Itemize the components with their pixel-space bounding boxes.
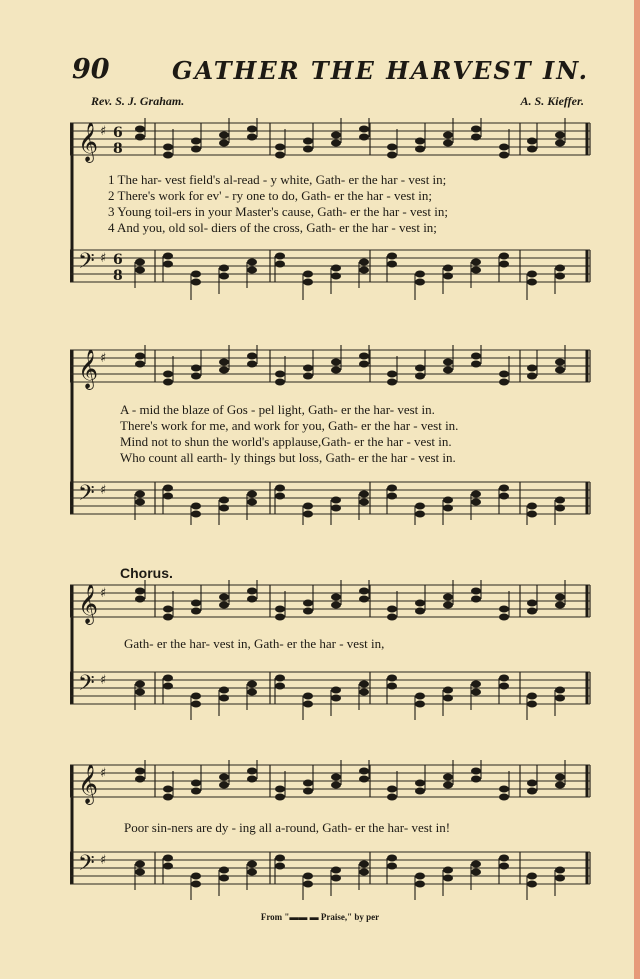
- note-head: [191, 503, 201, 510]
- note-head: [527, 503, 537, 510]
- note-head: [135, 499, 145, 506]
- note-head: [275, 253, 285, 260]
- verse2-line-3: Mind not to shun the world's applause,Gath- er the har - vest in.: [120, 434, 452, 449]
- note-head: [275, 485, 285, 492]
- note-head: [163, 485, 173, 492]
- note-head: [275, 683, 285, 690]
- note-head: [247, 259, 257, 266]
- note-head: [499, 683, 509, 690]
- note-head: [303, 780, 313, 787]
- note-head: [555, 140, 565, 147]
- note-head: [163, 379, 173, 386]
- note-head: [527, 365, 537, 372]
- verse1-line-3: 3 Young toil-ers in your Master's cause, Gath- er the har - vest in;: [108, 204, 448, 219]
- note-head: [387, 863, 397, 870]
- note-head: [331, 695, 341, 702]
- note-head: [415, 701, 425, 708]
- note-head: [499, 675, 509, 682]
- verse1-line-2: 2 There's work for ev' - ry one to do, Gath- er the har - vest in;: [108, 188, 432, 203]
- note-head: [247, 681, 257, 688]
- note-head: [499, 606, 509, 613]
- note-head: [191, 693, 201, 700]
- treble-clef-icon: 𝄞: [78, 764, 99, 804]
- note-head: [135, 126, 145, 133]
- note-head: [471, 768, 481, 775]
- note-head: [415, 881, 425, 888]
- note-head: [219, 132, 229, 139]
- note-head: [135, 491, 145, 498]
- note-head: [471, 353, 481, 360]
- note-head: [499, 144, 509, 151]
- chorus-line-1: Gath- er the har- vest in, Gath- er the har - vest in,: [124, 636, 385, 651]
- note-head: [331, 265, 341, 272]
- note-head: [191, 701, 201, 708]
- note-head: [191, 873, 201, 880]
- note-head: [387, 379, 397, 386]
- note-head: [443, 140, 453, 147]
- note-head: [135, 134, 145, 141]
- note-head: [331, 367, 341, 374]
- note-head: [275, 493, 285, 500]
- note-head: [527, 138, 537, 145]
- time-signature-top: 6: [113, 252, 123, 268]
- note-head: [163, 152, 173, 159]
- note-head: [415, 608, 425, 615]
- note-head: [219, 140, 229, 147]
- note-head: [275, 606, 285, 613]
- note-head: [443, 867, 453, 874]
- note-head: [359, 499, 369, 506]
- note-head: [499, 485, 509, 492]
- note-head: [443, 875, 453, 882]
- note-head: [443, 695, 453, 702]
- note-head: [219, 497, 229, 504]
- note-head: [555, 602, 565, 609]
- note-head: [219, 695, 229, 702]
- note-head: [359, 869, 369, 876]
- note-head: [471, 499, 481, 506]
- note-head: [443, 782, 453, 789]
- note-head: [135, 861, 145, 868]
- note-head: [499, 379, 509, 386]
- note-head: [415, 138, 425, 145]
- note-head: [555, 497, 565, 504]
- note-head: [163, 261, 173, 268]
- note-head: [135, 259, 145, 266]
- note-head: [499, 863, 509, 870]
- note-head: [359, 681, 369, 688]
- note-head: [303, 503, 313, 510]
- note-head: [471, 361, 481, 368]
- bass-clef-icon: 𝄢: [78, 851, 95, 881]
- note-head: [219, 782, 229, 789]
- note-head: [387, 786, 397, 793]
- note-head: [191, 271, 201, 278]
- note-head: [135, 267, 145, 274]
- note-head: [331, 359, 341, 366]
- note-head: [527, 873, 537, 880]
- note-head: [415, 271, 425, 278]
- note-head: [387, 253, 397, 260]
- note-head: [163, 683, 173, 690]
- note-head: [527, 271, 537, 278]
- note-head: [387, 144, 397, 151]
- note-head: [415, 279, 425, 286]
- note-head: [415, 693, 425, 700]
- note-head: [247, 596, 257, 603]
- note-head: [331, 273, 341, 280]
- page-number: 90: [72, 54, 110, 85]
- note-head: [219, 867, 229, 874]
- note-head: [135, 588, 145, 595]
- note-head: [471, 776, 481, 783]
- note-head: [527, 881, 537, 888]
- note-head: [471, 689, 481, 696]
- key-signature-sharp-icon: ♯: [100, 483, 107, 498]
- note-head: [163, 794, 173, 801]
- note-head: [387, 614, 397, 621]
- note-head: [415, 511, 425, 518]
- note-head: [163, 863, 173, 870]
- note-head: [303, 881, 313, 888]
- note-head: [359, 353, 369, 360]
- note-head: [443, 132, 453, 139]
- note-head: [219, 273, 229, 280]
- note-head: [471, 869, 481, 876]
- hymn-title: GATHER THE HARVEST IN.: [172, 56, 589, 85]
- note-head: [471, 681, 481, 688]
- note-head: [555, 265, 565, 272]
- note-head: [191, 608, 201, 615]
- note-head: [191, 788, 201, 795]
- note-head: [191, 365, 201, 372]
- note-head: [331, 875, 341, 882]
- note-head: [163, 493, 173, 500]
- note-head: [135, 681, 145, 688]
- key-signature-sharp-icon: ♯: [100, 351, 107, 366]
- note-head: [555, 774, 565, 781]
- note-head: [359, 134, 369, 141]
- note-head: [359, 259, 369, 266]
- note-head: [303, 138, 313, 145]
- note-head: [191, 279, 201, 286]
- note-head: [191, 881, 201, 888]
- note-head: [415, 373, 425, 380]
- note-head: [387, 675, 397, 682]
- note-head: [303, 701, 313, 708]
- note-head: [499, 152, 509, 159]
- note-head: [555, 132, 565, 139]
- note-head: [527, 279, 537, 286]
- note-head: [555, 695, 565, 702]
- note-head: [527, 373, 537, 380]
- note-head: [527, 511, 537, 518]
- note-head: [135, 776, 145, 783]
- note-head: [191, 146, 201, 153]
- note-head: [443, 602, 453, 609]
- note-head: [387, 794, 397, 801]
- note-head: [527, 608, 537, 615]
- note-head: [303, 608, 313, 615]
- note-head: [387, 261, 397, 268]
- note-head: [527, 780, 537, 787]
- note-head: [555, 273, 565, 280]
- key-signature-sharp-icon: ♯: [100, 586, 107, 601]
- note-head: [415, 780, 425, 787]
- note-head: [555, 687, 565, 694]
- note-head: [163, 144, 173, 151]
- note-head: [275, 144, 285, 151]
- lyricist-credit: Rev. S. J. Graham.: [91, 94, 185, 108]
- note-head: [219, 774, 229, 781]
- note-head: [331, 140, 341, 147]
- verse2-lyrics: [120, 402, 590, 466]
- chorus-line-2: Poor sin-ners are dy - ing all a-round, Gath- er the har- vest in!: [124, 820, 451, 835]
- note-head: [443, 265, 453, 272]
- note-head: [499, 253, 509, 260]
- bass-clef-icon: 𝄢: [78, 249, 95, 279]
- note-head: [359, 861, 369, 868]
- note-head: [219, 505, 229, 512]
- verse1-lyrics: [108, 172, 578, 236]
- note-head: [275, 261, 285, 268]
- note-head: [331, 497, 341, 504]
- note-head: [163, 855, 173, 862]
- note-head: [499, 855, 509, 862]
- note-head: [219, 594, 229, 601]
- note-head: [443, 505, 453, 512]
- note-head: [135, 361, 145, 368]
- note-head: [247, 126, 257, 133]
- note-head: [471, 267, 481, 274]
- note-head: [471, 596, 481, 603]
- note-head: [135, 689, 145, 696]
- verse2-line-1: A - mid the blaze of Gos - pel light, Gath- er the har- vest in.: [120, 402, 435, 417]
- note-head: [163, 675, 173, 682]
- note-head: [555, 359, 565, 366]
- note-head: [331, 687, 341, 694]
- note-head: [247, 267, 257, 274]
- note-head: [247, 689, 257, 696]
- note-head: [387, 371, 397, 378]
- note-head: [359, 267, 369, 274]
- note-head: [527, 146, 537, 153]
- treble-clef-icon: 𝄞: [78, 122, 99, 162]
- note-head: [135, 596, 145, 603]
- note-head: [471, 588, 481, 595]
- note-head: [275, 152, 285, 159]
- note-head: [331, 594, 341, 601]
- verse1-line-4: 4 And you, old sol- diers of the cross, Gath- er the har - vest in;: [108, 220, 437, 235]
- note-head: [219, 359, 229, 366]
- note-head: [163, 614, 173, 621]
- note-head: [247, 134, 257, 141]
- bass-clef-icon: 𝄢: [78, 671, 95, 701]
- note-head: [135, 869, 145, 876]
- note-head: [303, 511, 313, 518]
- note-head: [359, 596, 369, 603]
- note-head: [471, 259, 481, 266]
- note-head: [247, 768, 257, 775]
- note-head: [415, 365, 425, 372]
- chorus-lyrics-2: [124, 820, 594, 836]
- key-signature-sharp-icon: ♯: [100, 251, 107, 266]
- note-head: [499, 786, 509, 793]
- note-head: [499, 794, 509, 801]
- note-head: [359, 126, 369, 133]
- note-head: [219, 875, 229, 882]
- note-head: [247, 361, 257, 368]
- key-signature-sharp-icon: ♯: [100, 766, 107, 781]
- note-head: [499, 371, 509, 378]
- note-head: [135, 353, 145, 360]
- note-head: [247, 588, 257, 595]
- note-head: [219, 602, 229, 609]
- chorus-lyrics-1: [124, 636, 594, 652]
- note-head: [275, 371, 285, 378]
- note-head: [415, 146, 425, 153]
- note-head: [359, 689, 369, 696]
- note-head: [415, 788, 425, 795]
- note-head: [471, 134, 481, 141]
- note-head: [359, 768, 369, 775]
- time-signature-top: 6: [113, 125, 123, 141]
- note-head: [443, 367, 453, 374]
- note-head: [247, 776, 257, 783]
- note-head: [387, 855, 397, 862]
- note-head: [247, 869, 257, 876]
- note-head: [443, 687, 453, 694]
- verse2-line-2: There's work for me, and work for you, Gath- er the har - vest in.: [120, 418, 459, 433]
- note-head: [135, 768, 145, 775]
- note-head: [331, 132, 341, 139]
- note-head: [247, 861, 257, 868]
- time-signature-bottom: 8: [113, 141, 123, 157]
- note-head: [555, 875, 565, 882]
- note-head: [275, 786, 285, 793]
- note-head: [303, 373, 313, 380]
- note-head: [275, 855, 285, 862]
- key-signature-sharp-icon: ♯: [100, 673, 107, 688]
- note-head: [303, 271, 313, 278]
- note-head: [303, 365, 313, 372]
- note-head: [331, 602, 341, 609]
- note-head: [555, 367, 565, 374]
- note-head: [555, 505, 565, 512]
- note-head: [499, 493, 509, 500]
- note-head: [163, 786, 173, 793]
- note-head: [359, 776, 369, 783]
- page-header: [72, 54, 592, 88]
- verse1-line-1: 1 The har- vest field's al-read - y white, Gath- er the har - vest in;: [108, 172, 447, 187]
- bass-clef-icon: 𝄢: [78, 481, 95, 511]
- note-head: [443, 273, 453, 280]
- note-head: [415, 503, 425, 510]
- note-head: [555, 867, 565, 874]
- note-head: [275, 863, 285, 870]
- note-head: [191, 780, 201, 787]
- note-head: [275, 794, 285, 801]
- note-head: [303, 788, 313, 795]
- note-head: [443, 497, 453, 504]
- note-head: [191, 138, 201, 145]
- note-head: [303, 279, 313, 286]
- note-head: [555, 782, 565, 789]
- note-head: [163, 606, 173, 613]
- page-edge: [634, 0, 640, 979]
- note-head: [247, 353, 257, 360]
- note-head: [555, 594, 565, 601]
- note-head: [387, 152, 397, 159]
- note-head: [219, 265, 229, 272]
- chorus-label: Chorus.: [120, 565, 173, 581]
- note-head: [275, 379, 285, 386]
- note-head: [359, 361, 369, 368]
- note-head: [387, 606, 397, 613]
- note-head: [163, 371, 173, 378]
- note-head: [303, 873, 313, 880]
- note-head: [415, 873, 425, 880]
- note-head: [331, 782, 341, 789]
- note-head: [275, 675, 285, 682]
- note-head: [331, 774, 341, 781]
- note-head: [219, 367, 229, 374]
- note-head: [219, 687, 229, 694]
- footer-credit: From "▬▬ ▬ Praise," by per: [260, 912, 380, 922]
- note-head: [527, 693, 537, 700]
- note-head: [471, 491, 481, 498]
- verse2-line-4: Who count all earth- ly things but loss, Gath- er the har - vest in.: [120, 450, 456, 465]
- note-head: [471, 126, 481, 133]
- note-head: [387, 485, 397, 492]
- note-head: [163, 253, 173, 260]
- composer-credit: A. S. Kieffer.: [520, 94, 584, 108]
- note-head: [191, 511, 201, 518]
- note-head: [303, 146, 313, 153]
- note-head: [191, 600, 201, 607]
- note-head: [527, 600, 537, 607]
- note-head: [387, 493, 397, 500]
- note-head: [247, 499, 257, 506]
- treble-clef-icon: 𝄞: [78, 584, 99, 624]
- note-head: [499, 614, 509, 621]
- note-head: [359, 491, 369, 498]
- note-head: [443, 359, 453, 366]
- note-head: [415, 600, 425, 607]
- note-head: [247, 491, 257, 498]
- note-head: [331, 867, 341, 874]
- note-head: [331, 505, 341, 512]
- key-signature-sharp-icon: ♯: [100, 853, 107, 868]
- time-signature-bottom: 8: [113, 268, 123, 284]
- note-head: [303, 693, 313, 700]
- note-head: [527, 788, 537, 795]
- note-head: [191, 373, 201, 380]
- note-head: [527, 701, 537, 708]
- note-head: [387, 683, 397, 690]
- note-head: [275, 614, 285, 621]
- note-head: [303, 600, 313, 607]
- note-head: [471, 861, 481, 868]
- note-head: [443, 774, 453, 781]
- note-head: [443, 594, 453, 601]
- treble-clef-icon: 𝄞: [78, 349, 99, 389]
- key-signature-sharp-icon: ♯: [100, 124, 107, 139]
- note-head: [359, 588, 369, 595]
- note-head: [499, 261, 509, 268]
